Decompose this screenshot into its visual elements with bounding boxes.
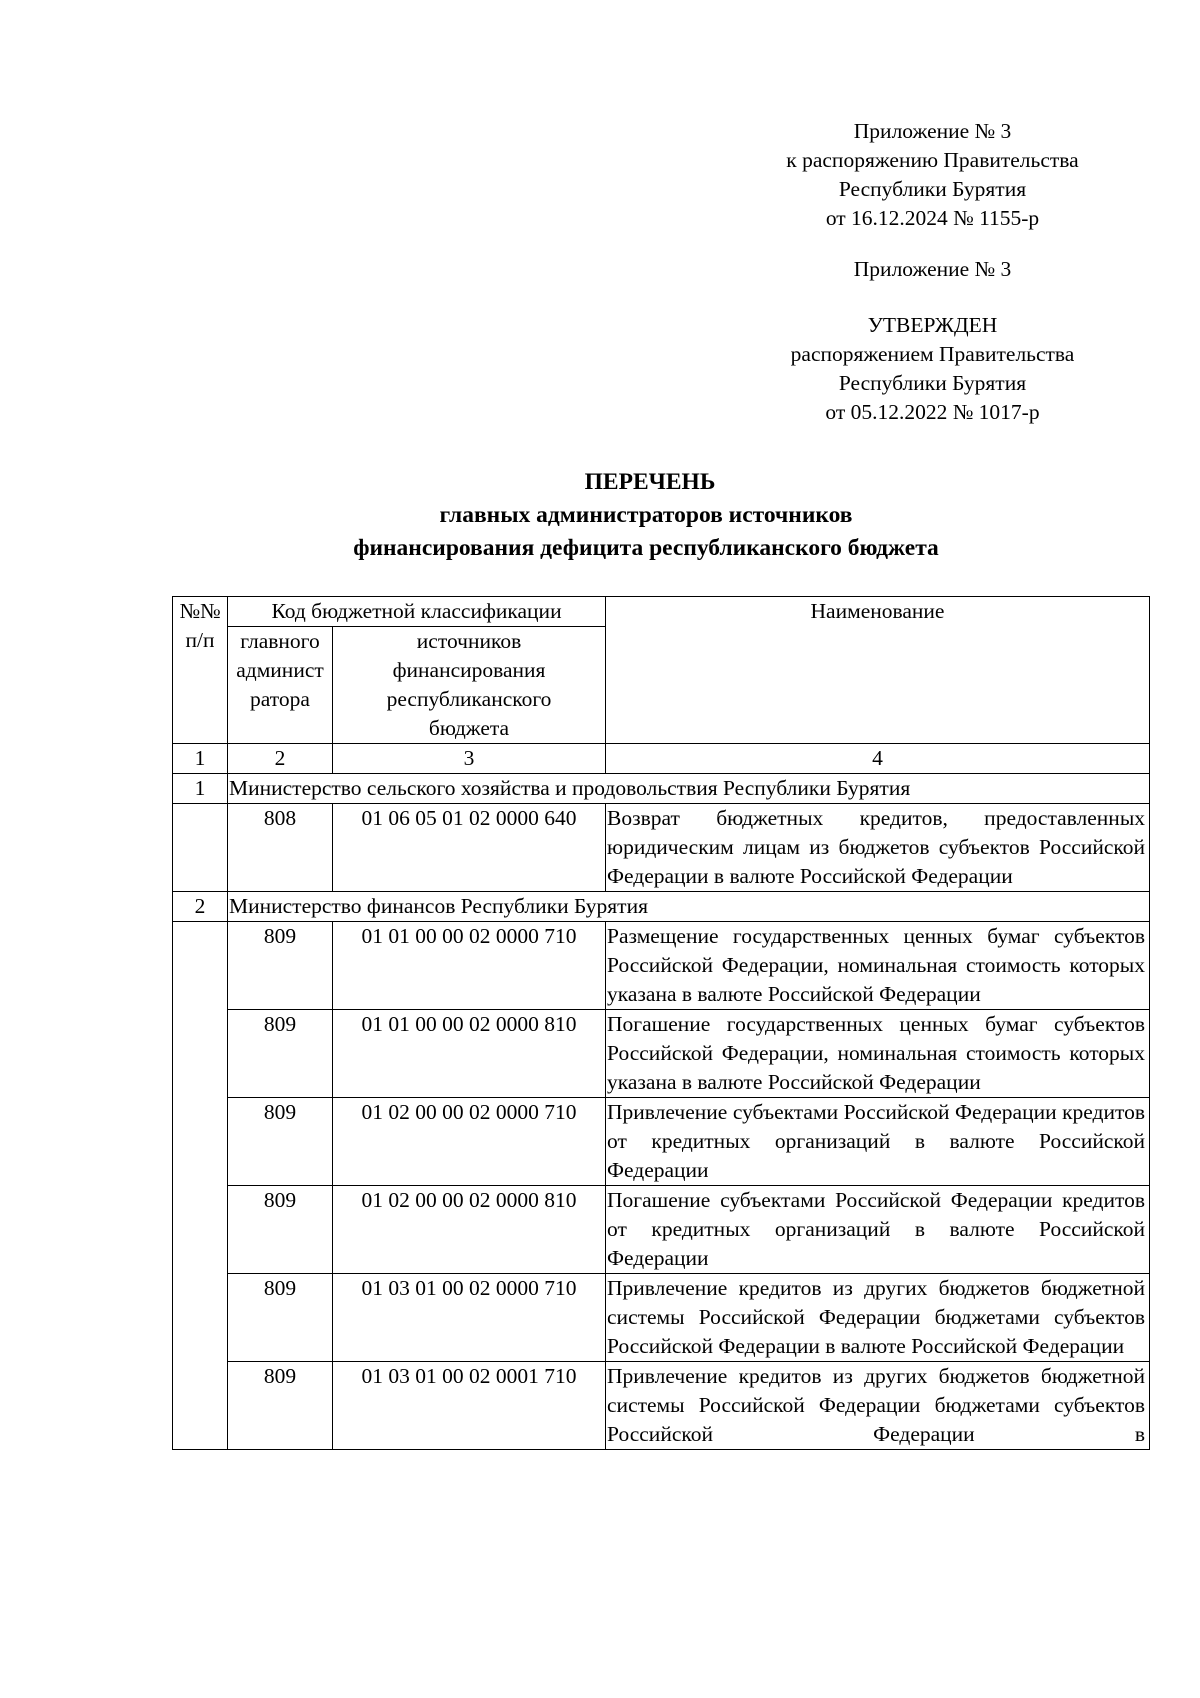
source-name: Привлечение кредитов из других бюджетов бюджетной системы Российской Федерации бюджетами субъектов Российской Федерации в валюте Российской Федерации [606, 1274, 1150, 1362]
section-org: Министерство сельского хозяйства и продовольствия Республики Бурятия [228, 774, 1150, 804]
table-row [173, 1010, 1150, 1098]
admin-code: 808 [228, 804, 333, 892]
source-name: Возврат бюджетных кредитов, предоставленных юридическим лицам из бюджетов субъектов Российской Федерации в валюте Российской Федерации [606, 804, 1150, 892]
source-name: Привлечение субъектами Российской Федерации кредитов от кредитных организаций в валюте Российской Федерации [606, 1098, 1150, 1186]
header-admin [228, 627, 333, 744]
header-source-line: республиканского [386, 687, 552, 711]
approved-line2: распоряжением Правительства [790, 342, 1075, 366]
source-code: 01 03 01 00 02 0000 710 [333, 1274, 606, 1362]
approved-line3: Республики Бурятия [838, 371, 1027, 395]
section-num: 1 [173, 774, 228, 804]
header-name: Наименование [606, 597, 1150, 744]
appendix-current-line4: от 16.12.2024 № 1155-р [825, 206, 1040, 230]
section-num: 2 [173, 892, 228, 922]
title-line2: главных администраторов источников [439, 502, 853, 528]
sources-table [172, 596, 1150, 1450]
source-code: 01 02 00 00 02 0000 710 [333, 1098, 606, 1186]
admin-code: 809 [228, 1274, 333, 1362]
admin-code: 809 [228, 1186, 333, 1274]
header-code-group: Код бюджетной классификации [228, 597, 606, 627]
admin-code: 809 [228, 1362, 333, 1450]
column-number: 2 [228, 744, 333, 774]
section-row [173, 892, 1150, 922]
admin-code: 809 [228, 1098, 333, 1186]
header-source-line: бюджета [428, 716, 510, 740]
column-number: 4 [606, 744, 1150, 774]
header-num: №№ п/п [173, 597, 228, 744]
source-code: 01 06 05 01 02 0000 640 [333, 804, 606, 892]
appendix-current-line1: Приложение № 3 [853, 119, 1012, 143]
section-row [173, 774, 1150, 804]
approved-line4: от 05.12.2022 № 1017-р [825, 400, 1040, 424]
approved-line1: УТВЕРЖДЕН [867, 313, 998, 337]
column-numbers-row [173, 744, 1150, 774]
document-title [0, 466, 1200, 565]
header-admin-line: админист [236, 658, 324, 682]
table-header-row [173, 597, 1150, 627]
appendix-prev-block [760, 255, 1105, 284]
title-line1: ПЕРЕЧЕНЬ [584, 469, 716, 495]
source-code: 01 01 00 00 02 0000 810 [333, 1010, 606, 1098]
source-name: Привлечение кредитов из других бюджетов бюджетной системы Российской Федерации бюджетами субъектов Российской Федерации в [606, 1362, 1150, 1450]
header-source-line: источников [416, 629, 522, 653]
empty-cell [173, 922, 228, 1450]
source-name: Погашение субъектами Российской Федерации кредитов от кредитных организаций в валюте Российской Федерации [606, 1186, 1150, 1274]
column-number: 1 [173, 744, 228, 774]
appendix-prev-line: Приложение № 3 [853, 257, 1012, 281]
table-row [173, 1098, 1150, 1186]
empty-cell [173, 804, 228, 892]
appendix-current-block [760, 117, 1105, 233]
table-row [173, 1186, 1150, 1274]
header-admin-line: главного [240, 629, 320, 653]
header-source [333, 627, 606, 744]
source-code: 01 01 00 00 02 0000 710 [333, 922, 606, 1010]
column-number: 3 [333, 744, 606, 774]
source-code: 01 03 01 00 02 0001 710 [333, 1362, 606, 1450]
title-line3: финансирования дефицита республиканского бюджета [353, 535, 939, 561]
appendix-current-line3: Республики Бурятия [838, 177, 1027, 201]
source-name: Погашение государственных ценных бумаг субъектов Российской Федерации, номинальная стоимость которых указана в валюте Российской Федерации [606, 1010, 1150, 1098]
table-row [173, 1274, 1150, 1362]
header-source-line: финансирования [392, 658, 546, 682]
approved-block [760, 311, 1105, 427]
table-row [173, 1362, 1150, 1450]
appendix-current-line2: к распоряжению Правительства [786, 148, 1079, 172]
table-row [173, 922, 1150, 1010]
table-row [173, 804, 1150, 892]
admin-code: 809 [228, 1010, 333, 1098]
header-admin-line: ратора [250, 687, 310, 711]
admin-code: 809 [228, 922, 333, 1010]
source-code: 01 02 00 00 02 0000 810 [333, 1186, 606, 1274]
source-name: Размещение государственных ценных бумаг субъектов Российской Федерации, номинальная стоимость которых указана в валюте Российской Федерации [606, 922, 1150, 1010]
section-org: Министерство финансов Республики Бурятия [228, 892, 1150, 922]
